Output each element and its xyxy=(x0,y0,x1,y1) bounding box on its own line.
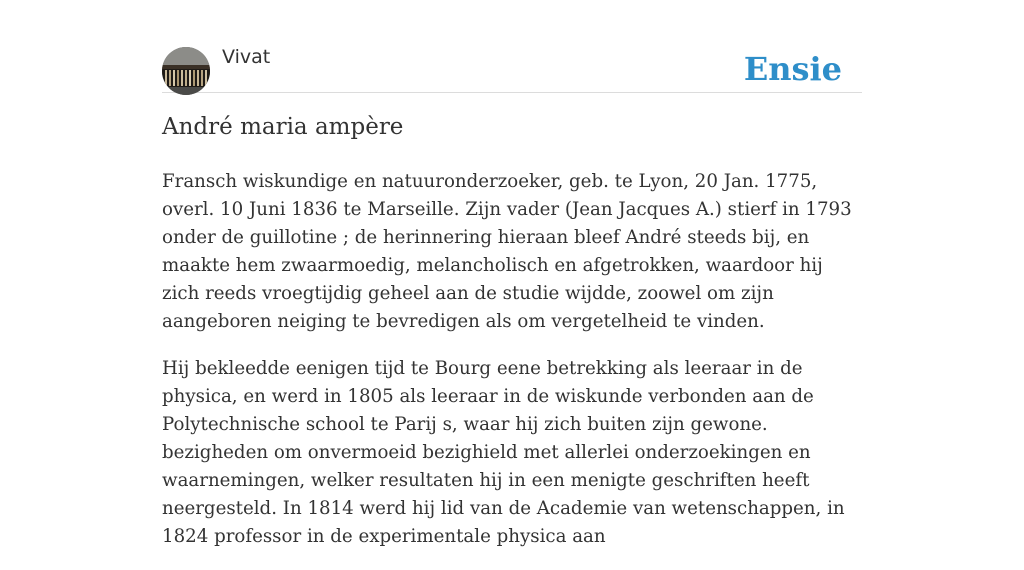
author-name[interactable]: Vivat xyxy=(222,46,271,68)
ensie-logo-link[interactable]: Ensie xyxy=(743,50,842,88)
article-paragraph: Fransch wiskundige en natuuronderzoeker, geb. te Lyon, 20 Jan. 1775, overl. 10 Juni 1836 te Marseille. Zijn vader (Jean Jacques A.) stierf in 1793 onder de guillotine ; de herinnering hieraan bleef André steeds bij, en maakte hem zwaarmoedig, melancholisch en afgetrokken, waardoor hij zich reeds vroegtijdig geheel aan de studie wijdde, zoowel om zijn aangeboren neiging te bevredigen als om vergetelheid te vinden. xyxy=(162,171,852,332)
books-image-icon xyxy=(162,47,210,95)
author-avatar[interactable] xyxy=(162,47,210,95)
article-paragraph: Hij bekleedde eenigen tijd te Bourg eene betrekking als leeraar in de physica, en werd in 1805 als leeraar in de wiskunde verbonden aan de Polytechnische school te Parij s, waar hij zich buiten zijn gewone. bezigheden om onvermoeid bezighield met allerlei onderzoekingen en waarnemingen, welker resultaten hij in een menigte geschriften heeft neergesteld. In 1814 werd hij lid van de Academie van wetenschappen, in 1824 professor in de experimentale physica aan xyxy=(162,358,845,547)
header xyxy=(162,44,862,93)
article-body xyxy=(162,168,862,570)
article-title: André maria ampère xyxy=(162,114,404,140)
